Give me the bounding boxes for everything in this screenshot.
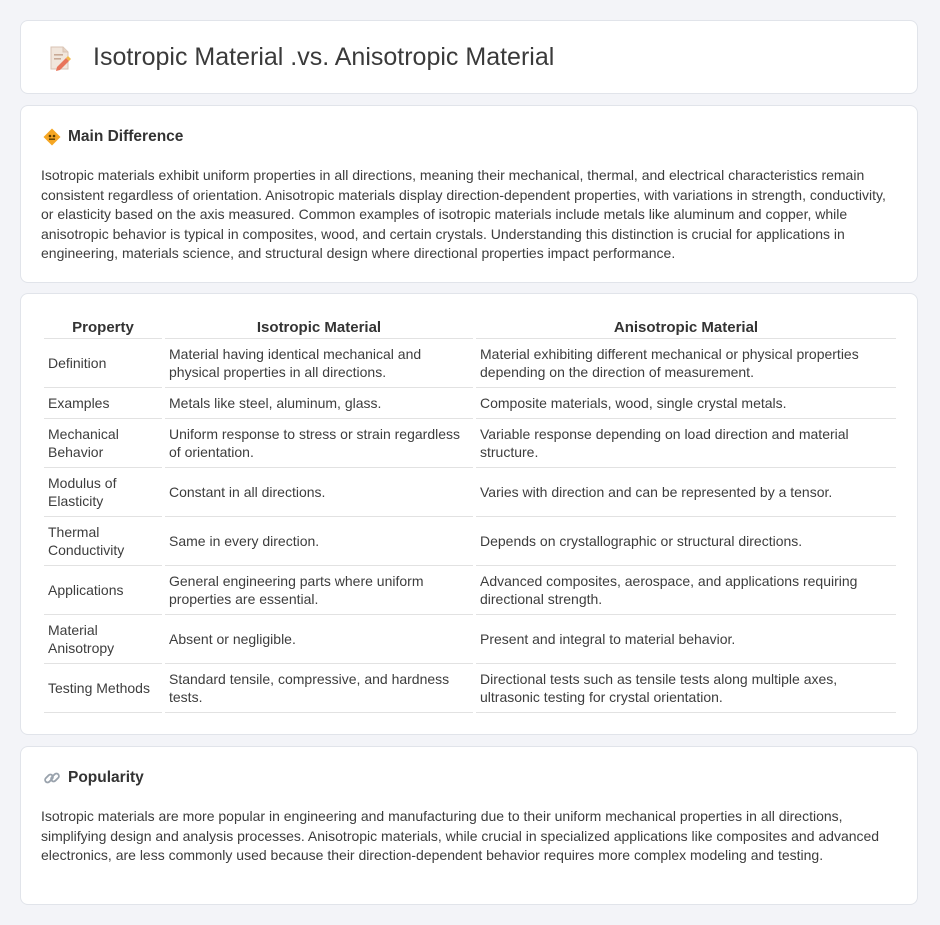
row-anisotropic: Composite materials, wood, single crystal metals. (476, 388, 896, 419)
row-property: Thermal Conductivity (44, 517, 162, 566)
popularity-heading (43, 769, 144, 787)
table-row (44, 419, 896, 468)
row-isotropic: Standard tensile, compressive, and hardness tests. (165, 664, 473, 713)
row-anisotropic: Present and integral to material behavior. (476, 615, 896, 664)
table-header-row (44, 316, 896, 339)
table-row (44, 566, 896, 615)
row-anisotropic: Advanced composites, aerospace, and applications requiring directional strength. (476, 566, 896, 615)
row-anisotropic: Depends on crystallographic or structural directions. (476, 517, 896, 566)
row-isotropic: Constant in all directions. (165, 468, 473, 517)
row-isotropic: Material having identical mechanical and physical properties in all directions. (165, 339, 473, 388)
table-row (44, 517, 896, 566)
row-anisotropic: Material exhibiting different mechanical or physical properties depending on the direction of measurement. (476, 339, 896, 388)
row-isotropic: Metals like steel, aluminum, glass. (165, 388, 473, 419)
row-property: Applications (44, 566, 162, 615)
row-property: Mechanical Behavior (44, 419, 162, 468)
table-row (44, 468, 896, 517)
popularity-title: Popularity (68, 769, 144, 786)
row-anisotropic: Varies with direction and can be represented by a tensor. (476, 468, 896, 517)
row-property: Modulus of Elasticity (44, 468, 162, 517)
row-isotropic: General engineering parts where uniform properties are essential. (165, 566, 473, 615)
title-card (20, 20, 918, 94)
main-difference-title: Main Difference (68, 128, 184, 145)
row-property: Examples (44, 388, 162, 419)
row-property: Testing Methods (44, 664, 162, 713)
main-difference-card (20, 105, 918, 283)
row-property: Material Anisotropy (44, 615, 162, 664)
table-row (44, 388, 896, 419)
comparison-card (20, 293, 918, 735)
row-isotropic: Uniform response to stress or strain regardless of orientation. (165, 419, 473, 468)
row-property: Definition (44, 339, 162, 388)
column-header-property: Property (44, 316, 162, 339)
row-anisotropic: Variable response depending on load direction and material structure. (476, 419, 896, 468)
popularity-text: Isotropic materials are more popular in engineering and manufacturing due to their uniform mechanical properties in all directions, simplifying design and analysis processes. Anisotropic materials, while crucial in specialized applications like composites and advanced electronics, are less commonly used because their direction-dependent behavior requires more complex modeling and testing. (41, 808, 880, 863)
popularity-card (20, 746, 918, 905)
row-isotropic: Absent or negligible. (165, 615, 473, 664)
link-icon (43, 769, 61, 787)
table-row (44, 339, 896, 388)
diamond-sign-icon (43, 128, 61, 146)
row-anisotropic: Directional tests such as tensile tests along multiple axes, ultrasonic testing for crystal orientation. (476, 664, 896, 713)
table-row (44, 664, 896, 713)
page-title: Isotropic Material .vs. Anisotropic Material (93, 43, 555, 71)
main-difference-heading (43, 128, 183, 146)
document-pencil-icon (47, 44, 73, 72)
column-header-anisotropic: Anisotropic Material (476, 316, 896, 339)
row-isotropic: Same in every direction. (165, 517, 473, 566)
table-row (44, 615, 896, 664)
comparison-table (41, 316, 899, 713)
main-difference-text: Isotropic materials exhibit uniform properties in all directions, meaning their mechanical, thermal, and electrical characteristics remain consistent regardless of orientation. Anisotropic materials display direction-dependent properties, with variations in strength, conductivity, or elasticity based on the axis measured. Common examples of isotropic materials include metals like aluminum and copper, while anisotropic behavior is typical in composites, wood, and certain crystals. Understanding this distinction is crucial for applications in engineering, materials science, and structural design where directional properties impact performance. (41, 167, 886, 261)
column-header-isotropic: Isotropic Material (165, 316, 473, 339)
